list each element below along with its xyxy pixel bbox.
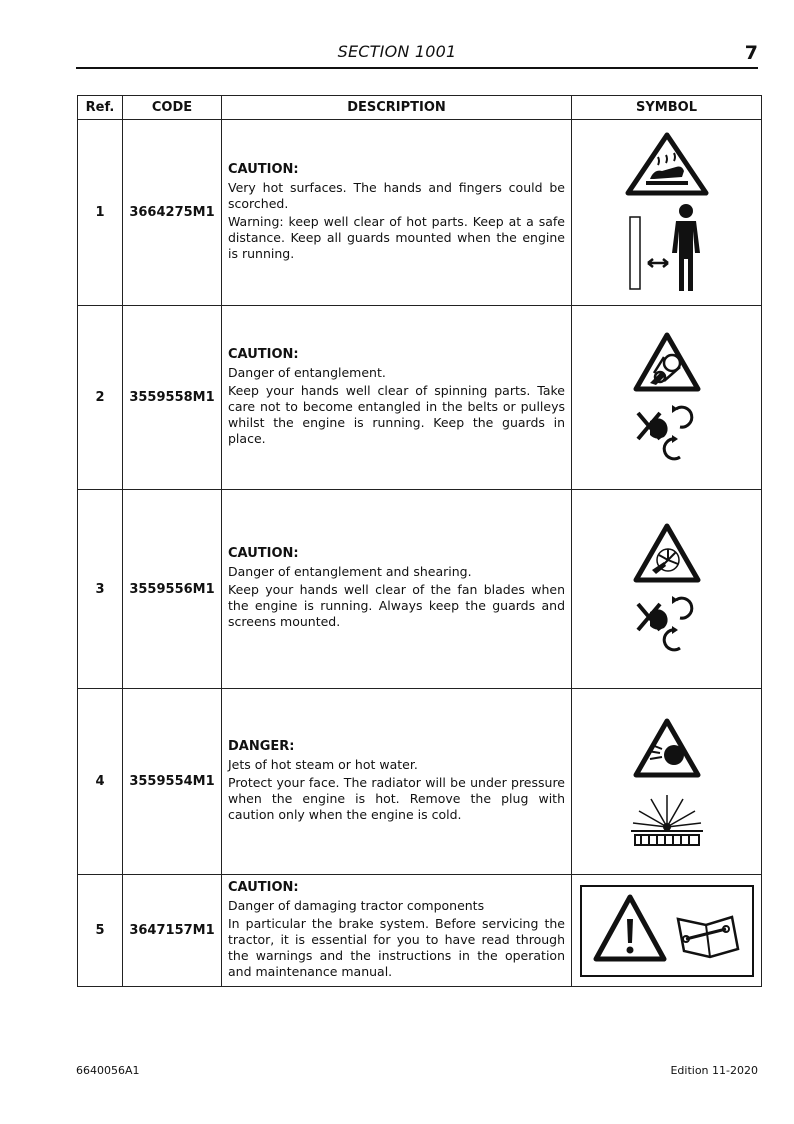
general-warning-icon <box>596 897 664 959</box>
row-text: Danger of entanglement and shearing. <box>228 564 472 579</box>
row-code: 3559556M1 <box>123 490 222 689</box>
row-ref: 4 <box>78 689 123 875</box>
row-symbols <box>572 689 762 875</box>
row-text: Danger of damaging tractor components <box>228 897 485 913</box>
decal-table <box>77 95 762 987</box>
read-manual-icon <box>678 917 738 957</box>
document-code: 6640056A1 <box>76 1064 140 1077</box>
section-title: SECTION 1001 <box>337 42 457 61</box>
row-text: Warning: keep well clear of hot parts. Keep at a safe distance. Keep all guards mounted when the engine is running. <box>228 213 565 261</box>
row-heading: CAUTION: <box>228 879 299 895</box>
row-code: 3647157M1 <box>123 875 222 987</box>
row-ref: 5 <box>78 875 123 987</box>
row-description <box>222 120 572 306</box>
page-number: 7 <box>744 42 758 64</box>
row-ref: 1 <box>78 120 123 306</box>
row-ref: 2 <box>78 306 123 490</box>
row-ref: 3 <box>78 490 123 689</box>
row-symbols <box>572 120 762 306</box>
row-text: Danger of entanglement. <box>228 364 386 380</box>
row-description <box>222 306 572 490</box>
row-symbols <box>572 490 762 689</box>
col-header-code: CODE <box>123 96 222 120</box>
col-header-description: DESCRIPTION <box>222 96 572 120</box>
safe-distance-person-icon <box>624 203 710 295</box>
row-symbols <box>572 875 762 987</box>
row-heading: CAUTION: <box>228 546 299 561</box>
row-description <box>222 490 572 689</box>
belt-entanglement-warning-icon <box>632 331 702 393</box>
no-hands-rotating-parts-icon <box>632 399 702 465</box>
row-code: 3664275M1 <box>123 120 222 306</box>
row-code: 3559554M1 <box>123 689 222 875</box>
row-heading: CAUTION: <box>228 346 299 362</box>
table-row <box>78 120 762 306</box>
row-text: Very hot surfaces. The hands and fingers could be scorched. <box>228 179 565 211</box>
table-row <box>78 306 762 490</box>
hot-surface-warning-icon <box>624 131 710 197</box>
edition-label: Edition 11-2020 <box>670 1064 758 1077</box>
row-text: Keep your hands well clear of the fan blades when the engine is running. Always keep the guards and screens mounted. <box>228 582 565 629</box>
table-row <box>78 875 762 987</box>
row-text: Protect your face. The radiator will be under pressure when the engine is hot. Remove the plug with caution only when the engine is cold. <box>228 774 565 822</box>
row-heading: DANGER: <box>228 738 295 754</box>
fan-shearing-warning-icon <box>632 522 702 584</box>
row-heading: CAUTION: <box>228 161 299 177</box>
table-row <box>78 689 762 875</box>
row-symbols <box>572 306 762 490</box>
table-header-row <box>78 96 762 120</box>
row-text: Jets of hot steam or hot water. <box>228 756 418 772</box>
row-code: 3559558M1 <box>123 306 222 490</box>
row-text: Keep your hands well clear of spinning parts. Take care not to become entangled in the belts or pulleys whilst the engine is running. Keep the guards in place. <box>228 382 565 446</box>
row-text: In particular the brake system. Before servicing the tractor, it is essential for you to have read through the warnings and the instructions in the operation and maintenance manual. <box>228 915 565 979</box>
header-rule <box>76 67 758 69</box>
row-description <box>222 689 572 875</box>
row-description <box>222 875 572 987</box>
col-header-ref: Ref. <box>78 96 123 120</box>
col-header-symbol: SYMBOL <box>572 96 762 120</box>
warning-decal <box>580 885 754 977</box>
hot-steam-face-warning-icon <box>632 717 702 779</box>
no-hands-rotating-parts-icon <box>632 590 702 656</box>
table-row <box>78 490 762 689</box>
radiator-pressure-icon <box>627 789 707 847</box>
